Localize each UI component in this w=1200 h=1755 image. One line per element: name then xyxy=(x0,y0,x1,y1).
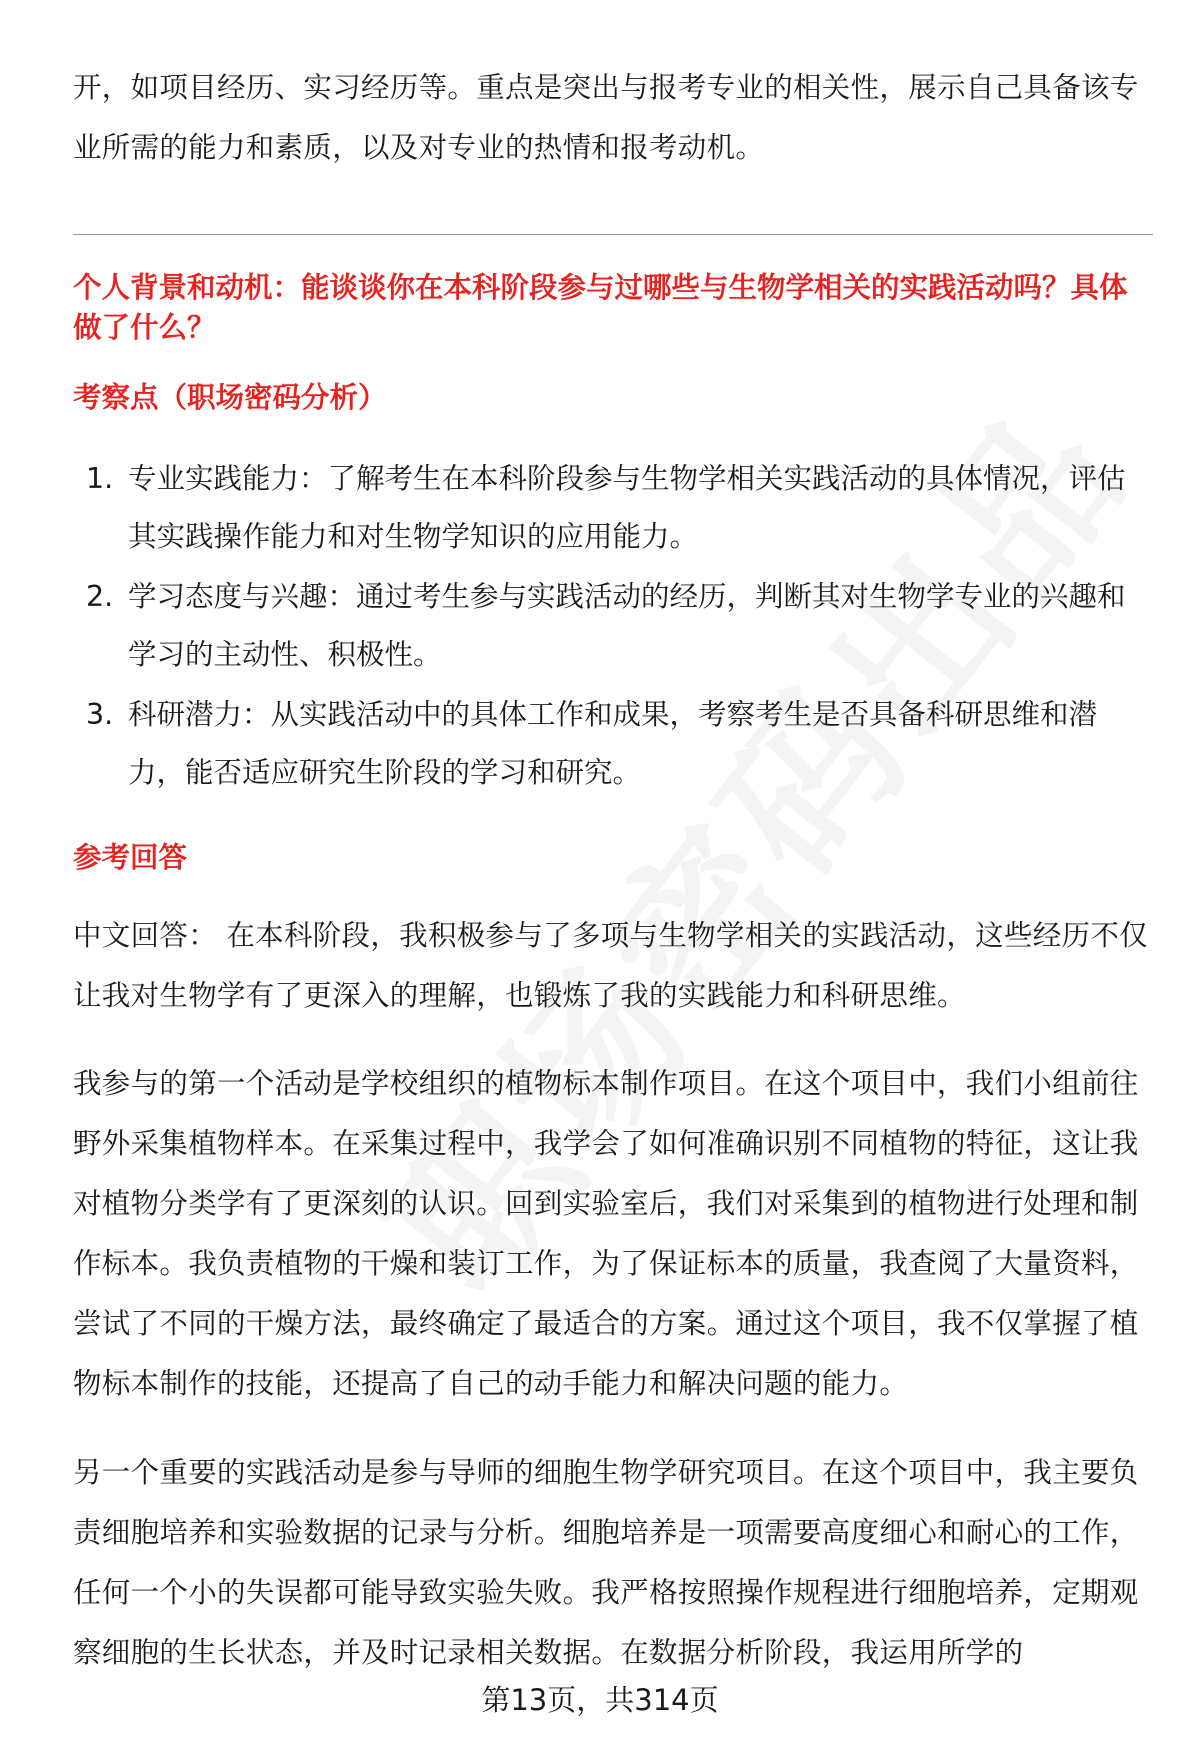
assessment-list xyxy=(73,450,1153,802)
list-item xyxy=(73,568,1153,684)
list-item xyxy=(73,686,1153,802)
page-number: 第13页，共314页 xyxy=(481,1683,719,1717)
intro-paragraph: 开，如项目经历、实习经历等。重点是突出与报考专业的相关性，展示自己具备该专业所需的能力和素质，以及对专业的热情和报考动机。 xyxy=(73,71,1139,164)
list-item-text: 专业实践能力：了解考生在本科阶段参与生物学相关实践活动的具体情况，评估其实践操作能力和对生物学知识的应用能力。 xyxy=(128,462,1126,553)
answer-paragraph: 我参与的第一个活动是学校组织的植物标本制作项目。在这个项目中，我们小组前往野外采集植物样本。在采集过程中，我学会了如何准确识别不同植物的特征，这让我对植物分类学有了更深刻的认识。回到实验室后，我们对采集到的植物进行处理和制作标本。我负责植物的干燥和装订工作，为了保证标本的质量，我查阅了大量资料，尝试了不同的干燥方法，最终确定了最适合的方案。通过这个项目，我不仅掌握了植物标本制作的技能，还提高了自己的动手能力和解决问题的能力。 xyxy=(73,1067,1139,1400)
answer-paragraph: 另一个重要的实践活动是参与导师的细胞生物学研究项目。在这个项目中，我主要负责细胞培养和实验数据的记录与分析。细胞培养是一项需要高度细心和耐心的工作，任何一个小的失误都可能导致实验失败。我严格按照操作规程进行细胞培养，定期观察细胞的生长状态，并及时记录相关数据。在数据分析阶段，我运用所学的 xyxy=(73,1456,1139,1669)
list-number: 3. xyxy=(86,698,114,731)
list-item-text: 科研潜力：从实践活动中的具体工作和成果，考察考生是否具备科研思维和潜力，能否适应研究生阶段的学习和研究。 xyxy=(128,698,1098,789)
question-heading: 个人背景和动机：能谈谈你在本科阶段参与过哪些与生物学相关的实践活动吗？具体做了什么？ xyxy=(73,271,1128,344)
list-item xyxy=(73,450,1153,566)
answer-heading: 参考回答 xyxy=(73,841,188,874)
list-number: 2. xyxy=(86,580,114,613)
assessment-heading: 考察点（职场密码分析） xyxy=(73,381,387,414)
list-number: 1. xyxy=(86,462,114,495)
answer-paragraph: 中文回答： 在本科阶段，我积极参与了多项与生物学相关的实践活动，这些经历不仅让我对生物学有了更深入的理解，也锻炼了我的实践能力和科研思维。 xyxy=(73,919,1148,1012)
section-divider xyxy=(73,234,1153,235)
list-item-text: 学习态度与兴趣：通过考生参与实践活动的经历，判断其对生物学专业的兴趣和学习的主动性、积极性。 xyxy=(128,580,1126,671)
